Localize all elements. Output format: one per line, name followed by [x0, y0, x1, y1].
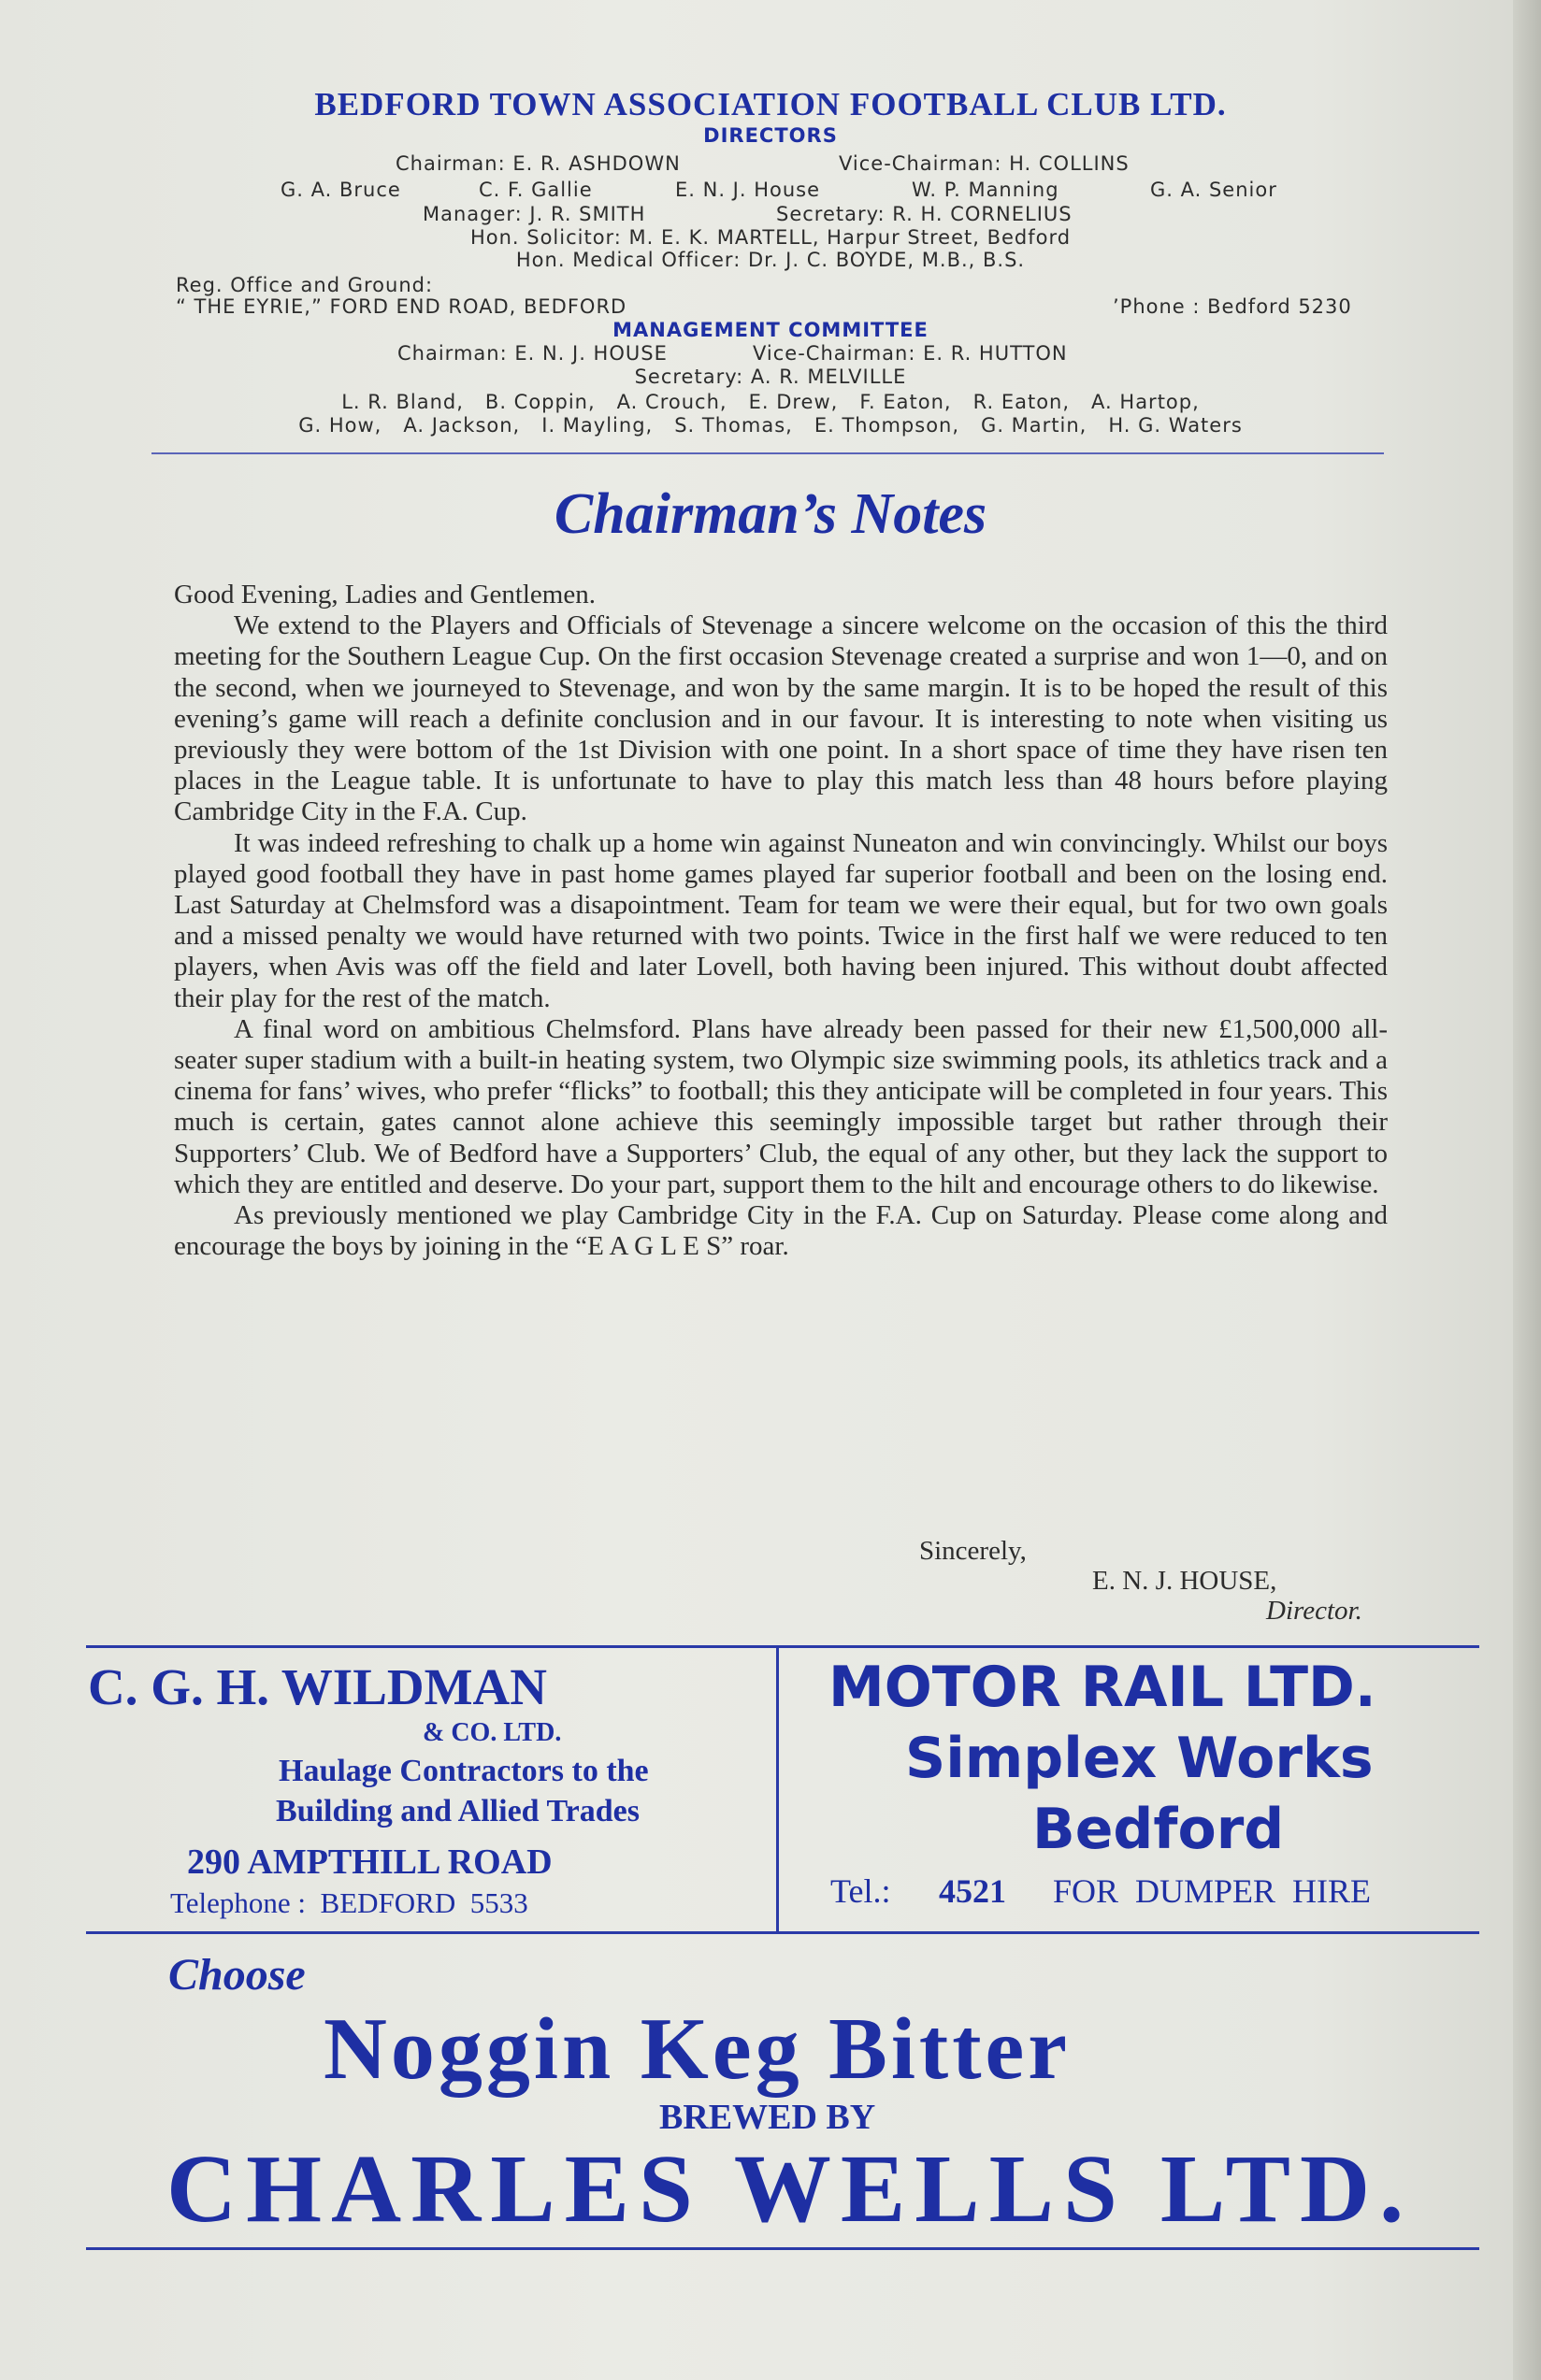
- wells-brewed-by: BREWED BY: [659, 2098, 876, 2137]
- mgmt-vice-chairman: Vice-Chairman: E. R. HUTTON: [753, 342, 1068, 365]
- motor-rail-works: Simplex Works: [905, 1726, 1374, 1791]
- motor-rail-name: MOTOR RAIL LTD.: [828, 1655, 1376, 1720]
- ad-bottom-rule: [86, 2247, 1479, 2250]
- motor-rail-tel-text: FOR DUMPER HIRE: [1053, 1872, 1372, 1910]
- wildman-name: C. G. H. WILDMAN: [88, 1658, 547, 1715]
- club-phone: ’Phone : Bedford 5230: [1113, 295, 1352, 318]
- director-name: G. A. Senior: [1150, 179, 1277, 201]
- chairman: Chairman: E. R. ASHDOWN: [396, 152, 681, 175]
- signatory: E. N. J. HOUSE,: [1092, 1566, 1277, 1596]
- committee-line: G. How, A. Jackson, I. Mayling, S. Thomas, E. Thompson, G. Martin, H. G. Waters: [298, 414, 1243, 437]
- committee-line: L. R. Bland, B. Coppin, A. Crouch, E. Drew, F. Eaton, R. Eaton, A. Hartop,: [341, 391, 1200, 413]
- wildman-co: & CO. LTD.: [423, 1718, 562, 1747]
- director-name: W. P. Manning: [912, 179, 1059, 201]
- header-divider: [151, 452, 1384, 454]
- notes-title: Chairman’s Notes: [554, 482, 987, 546]
- reg-office-label: Reg. Office and Ground:: [176, 274, 434, 296]
- solicitor: Hon. Solicitor: M. E. K. MARTELL, Harpur Street, Bedford: [469, 226, 1072, 249]
- ad-divider: [776, 1648, 779, 1931]
- medical-officer: Hon. Medical Officer: Dr. J. C. BOYDE, M.B., B.S.: [515, 249, 1026, 271]
- motor-rail-town: Bedford: [1032, 1797, 1285, 1862]
- notes-paragraph: As previously mentioned we play Cambridge City in the F.A. Cup on Saturday. Please come along and encourage the boys by joining in the “E A G L E S” roar.: [174, 1200, 1388, 1262]
- notes-paragraph: A final word on ambitious Chelmsford. Plans have already been passed for their new £1,500,000 all-seater super stadium with a built-in heating system, two Olympic size swimming pools, its athletics track and a cinema for fans’ wives, who prefer “flicks” to football; this they anticipate will be completed in four years. This much is certain, gates cannot alone achieve this seemingly impossible target but rather through their Supporters’ Club. We of Bedford have a Supporters’ Club, the equal of any other, but they lack the support to which they are entitled and deserve. Do your part, support them to the hilt and encourage others to do likewise.: [174, 1013, 1388, 1199]
- wells-choose: Choose: [168, 1950, 306, 2000]
- director-name: E. N. J. House: [675, 179, 821, 201]
- ad-middle-rule: [86, 1931, 1479, 1934]
- notes-paragraph: It was indeed refreshing to chalk up a home win against Nuneaton and win convincingly. Whilst our boys played good football they have in past home games played far superior football and been on the losing end. Last Saturday at Chelmsford was a disapointment. Team for team we were their equal, but for two own goals and a missed penalty we would have returned with two points. Twice in the first half we were reduced to ten players, when Avis was off the field and later Lovell, both having been injured. This without doubt affected their play for the rest of the match.: [174, 827, 1388, 1013]
- wildman-trade-line: Haulage Contractors to the: [279, 1754, 649, 1788]
- mgmt-chairman: Chairman: E. N. J. HOUSE: [397, 342, 668, 365]
- wildman-trade-line: Building and Allied Trades: [276, 1794, 640, 1828]
- vice-chairman: Vice-Chairman: H. COLLINS: [839, 152, 1130, 175]
- ad-top-rule: [86, 1645, 1479, 1648]
- wildman-address: 290 AMPTHILL ROAD: [187, 1842, 553, 1882]
- management-heading: MANAGEMENT COMMITTEE: [612, 319, 929, 341]
- club-name: BEDFORD TOWN ASSOCIATION FOOTBALL CLUB LTD.: [314, 86, 1227, 122]
- sign-off: Sincerely,: [919, 1536, 1027, 1566]
- directors-heading: DIRECTORS: [703, 124, 838, 147]
- mgmt-secretary: Secretary: A. R. MELVILLE: [634, 366, 907, 388]
- wells-brewer: CHARLES WELLS LTD.: [166, 2135, 1414, 2243]
- director-name: G. A. Bruce: [281, 179, 401, 201]
- signatory-role: Director.: [1266, 1596, 1362, 1626]
- notes-body: [174, 580, 1388, 1262]
- secretary: Secretary: R. H. CORNELIUS: [776, 203, 1073, 225]
- director-name: C. F. Gallie: [479, 179, 593, 201]
- page-edge: [1513, 0, 1541, 2380]
- wells-product: Noggin Keg Bitter: [324, 2000, 1071, 2098]
- wildman-phone: Telephone : BEDFORD 5533: [170, 1886, 528, 1919]
- notes-paragraph: We extend to the Players and Officials of Stevenage a sincere welcome on the occasion of this the third meeting for the Southern League Cup. On the first occasion Stevenage created a surprise and won 1—0, and on the second, when we journeyed to Stevenage, and won by the same margin. It is to be hoped the result of this evening’s game will reach a definite conclusion and in our favour. It is interesting to note when visiting us previously they were bottom of the 1st Division with one point. In a short space of time they have risen ten places in the League table. It is unfortunate to have to play this match less than 48 hours before playing Cambridge City in the F.A. Cup.: [174, 610, 1388, 827]
- greeting: Good Evening, Ladies and Gentlemen.: [174, 580, 596, 609]
- motor-rail-tel-number: 4521: [939, 1872, 1006, 1910]
- manager: Manager: J. R. SMITH: [423, 203, 646, 225]
- motor-rail-tel-label: Tel.:: [830, 1872, 891, 1910]
- ground-address: “ THE EYRIE,” FORD END ROAD, BEDFORD: [176, 295, 627, 318]
